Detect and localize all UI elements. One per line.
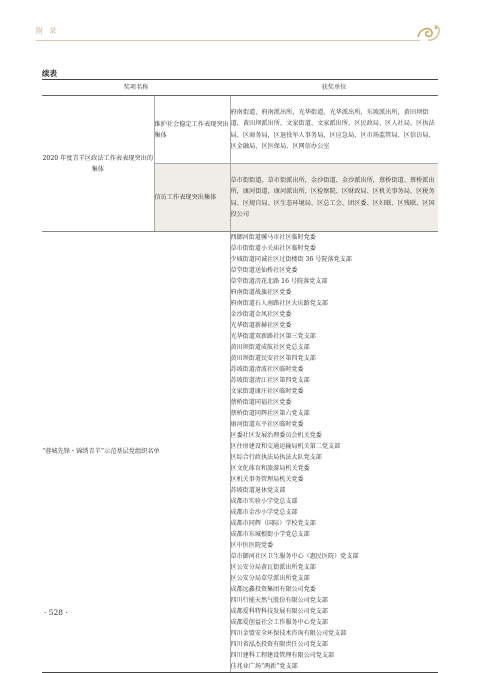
list-item: 少城街道同诚社区过街楼街 36 号院落党支部 bbox=[230, 256, 352, 263]
list-item: 佳兆业广场“两新”党支部 bbox=[230, 663, 298, 670]
list-item: 草市御河社区卫生服务中心（惠民医院）党支部 bbox=[230, 553, 359, 560]
list-item: 蔡桥街道同福社区党委 bbox=[230, 399, 292, 406]
list-item: 区委社区发展治理委员会机关党委 bbox=[230, 432, 322, 439]
list-item: 西御河街道骡马市社区临时党委 bbox=[230, 234, 316, 241]
list-item: 四川省泓杰投资有限责任公司党支部 bbox=[230, 641, 328, 648]
list-item: 草市街街道小关庙社区临时党委 bbox=[230, 245, 316, 252]
list-item: 康河街道东平社区临时党委 bbox=[230, 421, 304, 428]
list-item: 草堂街道浣花北路 16 号院落党支部 bbox=[230, 278, 328, 285]
list-item: 区综合行政执法局执法大队党支部 bbox=[230, 454, 322, 461]
list-item: 区住房建设和交通运输局机关第二党支部 bbox=[230, 443, 341, 450]
list-item: 成都市实验小学党总支部 bbox=[230, 498, 298, 505]
list-item: 成都市东城根街小学党总支部 bbox=[230, 531, 310, 538]
list-item: 成都爱科特科技发展有限公司党支部 bbox=[230, 608, 328, 615]
list-item: 成都爱创益社会工作服务中心党支部 bbox=[230, 619, 328, 626]
award-name: 2020 年度青羊区政法工作表表现突出的集体 bbox=[42, 96, 154, 232]
list-item: 成都远鑫投资集团有限公司党委 bbox=[230, 586, 316, 593]
list-item: 成都市金沙小学党总支部 bbox=[230, 509, 298, 516]
awards-table bbox=[42, 79, 438, 673]
running-title: 附 录 bbox=[36, 27, 59, 35]
award-units: 府南街道、府南派出所，光华街道、光华派出所，东坡派出所，黄田坝街道、黄田坝派出所，文家街道、文家派出所，区民政局、区人社局、区执法局、区商务局，区退役军人事务局、区应急局、区市场监管局、区信访局、区金融局、区医保局、区网信办公室 bbox=[230, 96, 438, 164]
list-item: 区公安分局黄瓦街派出所党支部 bbox=[230, 564, 316, 571]
page-number: · 528 · bbox=[44, 608, 68, 617]
list-item: 成都市同辉（国际）学校党支部 bbox=[230, 520, 316, 527]
list-item: 黄田坝街道成航社区党总支部 bbox=[230, 344, 310, 351]
list-item: 四川建科工程建设管理有限公司党支部 bbox=[230, 652, 335, 659]
list-item: 苏坡街道清江社区第四党支部 bbox=[230, 377, 310, 384]
table-row bbox=[42, 232, 438, 673]
award-units-list bbox=[230, 232, 438, 673]
list-item: 草堂街道送仙桥社区党委 bbox=[230, 267, 298, 274]
list-item: 苏坡街道退休党支部 bbox=[230, 487, 286, 494]
list-item: 苏坡街道清波社区临时党委 bbox=[230, 366, 304, 373]
list-item: 四川金盟安全环保技术咨询有限公司党支部 bbox=[230, 630, 347, 637]
running-header bbox=[0, 22, 480, 44]
list-item: 区文化体育和旅游局机关党委 bbox=[230, 465, 310, 472]
table-row bbox=[42, 96, 438, 164]
table-header-row bbox=[42, 80, 438, 96]
column-header-award-name: 奖项名称 bbox=[42, 80, 230, 96]
decorative-swirl-icon bbox=[414, 22, 442, 44]
list-item: 四川行能天然气股份有限公司党支部 bbox=[230, 597, 328, 604]
list-item: 黄田坝街道民安社区第四党支部 bbox=[230, 355, 316, 362]
list-item: 金沙街道金凤社区党委 bbox=[230, 311, 292, 318]
table-title: 续表 bbox=[42, 69, 57, 78]
award-subcategory: 维护社会稳定工作表现突出集体 bbox=[154, 96, 230, 164]
award-name: “蓉城先锋・锦绣青羊”示范基层党组织名单 bbox=[42, 232, 230, 673]
list-item: 区机关事务管理局机关党委 bbox=[230, 476, 304, 483]
list-item: 光华街道新赫社区党委 bbox=[230, 322, 292, 329]
column-header-award-units: 获奖单位 bbox=[230, 80, 438, 96]
list-item: 区中医医院党委 bbox=[230, 542, 274, 549]
list-item: 府南街道战旗社区党委 bbox=[230, 289, 292, 296]
list-item: 区公安分局草堂派出所党支部 bbox=[230, 575, 310, 582]
list-item: 光华街道双新路社区第三党支部 bbox=[230, 333, 316, 340]
award-subcategory: 信访工作表现突出集体 bbox=[154, 164, 230, 232]
list-item: 蔡桥街道同辉社区第六党支部 bbox=[230, 410, 310, 417]
header-rule bbox=[36, 40, 420, 41]
list-item: 府南街道石人南路社区大庆路党支部 bbox=[230, 300, 328, 307]
list-item: 文家街道康庄社区临时党委 bbox=[230, 388, 304, 395]
award-units: 草市街街道、草市街派出所，金沙街道、金沙派出所，蔡桥街道、蔡桥派出所，康河街道、康河派出所，区检察院、区财政局、区机关事务局、区税务局、区规自局、区生态环境局、区总工会、团区委、区妇联、区残联、区国投公司 bbox=[230, 164, 438, 232]
